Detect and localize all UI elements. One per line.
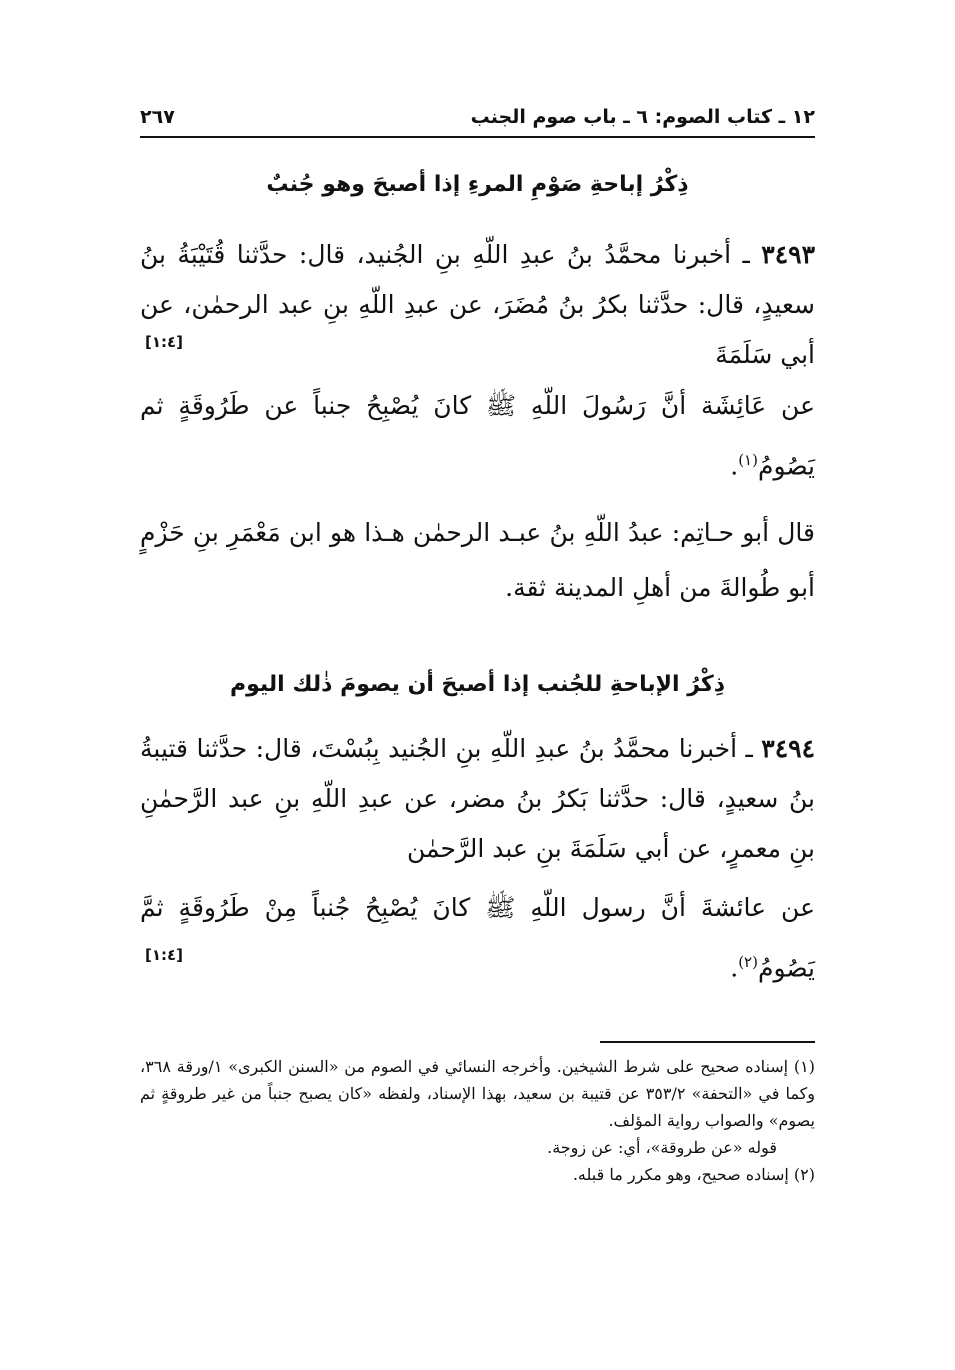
hadith-matn-3493 [140, 378, 815, 493]
page-number: ٢٦٧ [140, 106, 175, 128]
matn-text: عن عائشةَ أنَّ رسول اللّهِ ﷺ كانَ يُصْبِحُ جُنباً مِنْ طَرُوقَةٍ ثمَّ يَصُومُ [140, 893, 815, 983]
footnote-1: (١) إسناده صحيح على شرط الشيخين. وأخرجه النسائي في الصوم من «السنن الكبرى» ١/ورقة ٣٦٨، وكما في «التحفة» ٣٥٣/٢ عن قتيبة بن سعيد، بهذا الإسناد، ولفظه «كان يصبح جنباً من غير طروقةٍ ثم يصوم» والصواب رواية المؤلف. [140, 1057, 816, 1130]
section-heading-1: ذِكْرُ إباحةِ صَوْمِ المرءِ إذا أصبحَ وهو جُنبٌ [266, 172, 689, 197]
hadith-matn-3494 [140, 880, 815, 995]
section-heading-2: ذِكْرُ الإباحةِ للجُنب إذا أصبحَ أن يصومَ ذٰلك اليوم [230, 672, 725, 697]
isnad-text: ـ أخبرنا محمَّدُ بنُ عبدِ اللّهِ بنِ الجُنيد بِبُسْتَ، قال: حدَّثنا قتيبةُ بنُ سعيدٍ، قال: حدَّثنا بَكرُ بنُ مضر، عن عبدِ اللّهِ بنِ عبد الرَّحمٰنِ بنِ معمرٍ، عن أبي سَلَمَةَ بنِ عبد الرَّحمٰن [140, 734, 815, 863]
commentary-paragraph: قال أبو حـاتِم: عبدُ اللّهِ بنُ عبـد الرحمٰن هـذا هو ابن مَعْمَرِ بنِ حَزْمٍ أبو طُوالةَ من أهلِ المدينة ثقة. [140, 518, 815, 602]
footnote-1-note: قوله «عن طروقة»، أي: عن زوجة. [547, 1138, 777, 1157]
hadith-number: ٣٤٩٣ [761, 240, 815, 269]
footnote-marker: (١) [738, 451, 758, 469]
classification-ref: [١:٤] [145, 946, 184, 964]
running-header [140, 104, 815, 134]
isnad-text: ـ أخبرنا محمَّدُ بنُ عبدِ اللّهِ بنِ الجُنيد، قال: حدَّثنا قُتَيْبَةُ بنُ سعيدٍ، قال: حدَّثنا بكرُ بنُ مُضَرَ، عن عبدِ اللّهِ بنِ عبد الرحمٰن، عن أبي سَلَمَةَ [140, 240, 815, 369]
hadith-number: ٣٤٩٤ [761, 734, 815, 763]
footnote-2: (٢) إسناده صحيح، وهو مكرر ما قبله. [572, 1165, 815, 1184]
classification-ref: [١:٤] [145, 333, 184, 351]
hadith-isnad-3493 [140, 230, 815, 380]
header-rule [140, 136, 815, 138]
footnote-marker: (٢) [738, 953, 758, 971]
hadith-isnad-3494 [140, 724, 815, 874]
chapter-title: ١٢ ـ كتاب الصوم: ٦ ـ باب صوم الجنب [470, 106, 815, 128]
matn-text: عن عَائِشَة أنَّ رَسُولَ اللّهِ ﷺ كانَ يُصْبِحُ جنباً عن طَرُوقَةٍ ثم يَصُومُ [140, 391, 815, 481]
matn-end: . [730, 451, 739, 481]
matn-end: . [730, 953, 739, 983]
footnotes [140, 1053, 815, 1188]
footnote-rule [600, 1041, 815, 1043]
